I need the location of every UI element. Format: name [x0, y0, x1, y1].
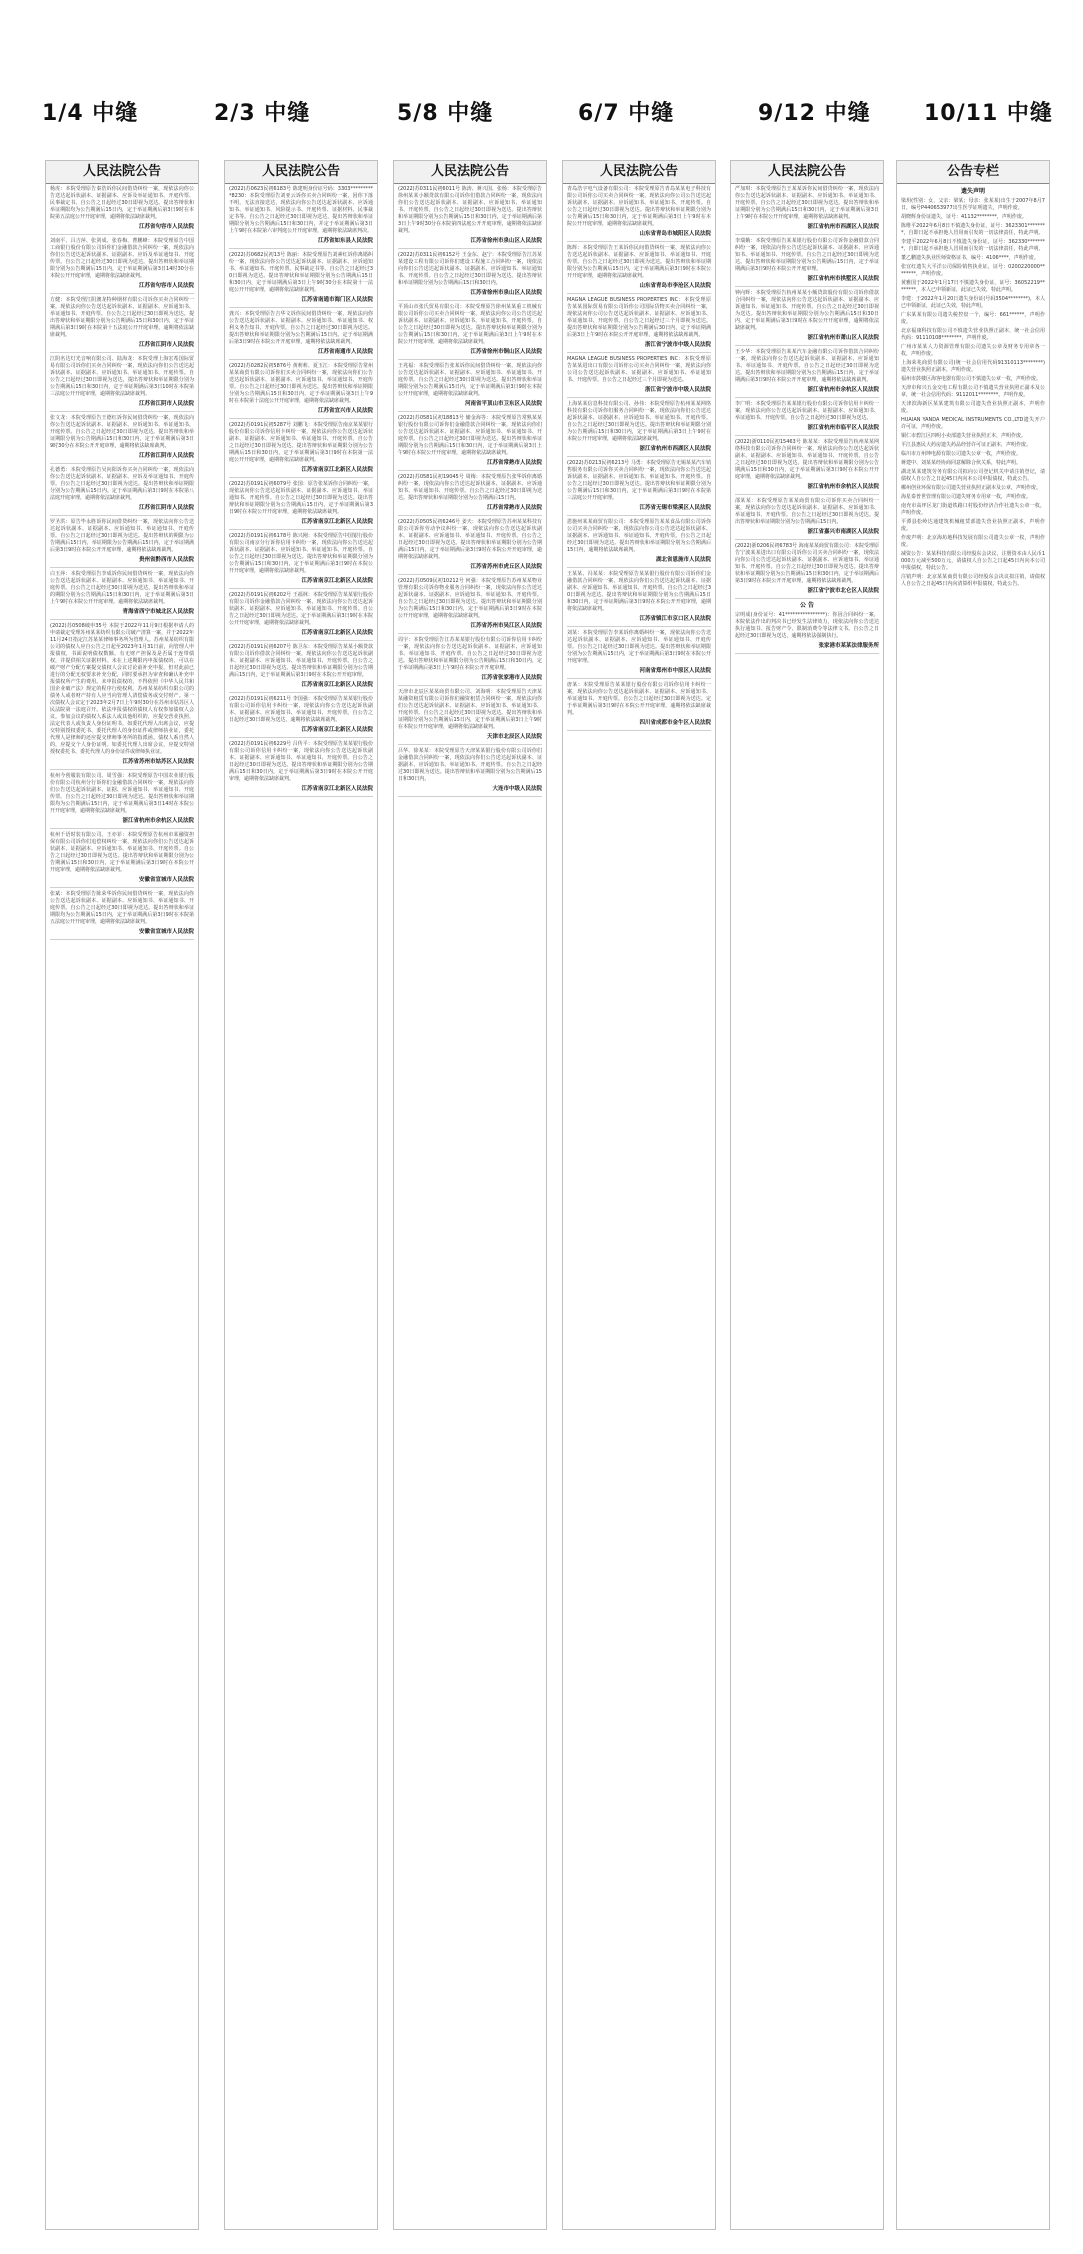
notice-paragraph: 海星泰普世管理有限公司遗失财务专用章一枚，声明作废。: [901, 494, 1032, 500]
column-heading: 人民法院公告: [225, 161, 377, 184]
notice-paragraph: 杨虎：本院受理原告秦浩诉你民间借贷纠纷一案，现依法向你公告送达起诉状副本、证据副本、应诉及举证通知书、开庭传票、民事裁定书。自公告之日起经过30日即视为送达。提出答辩状和举证期限均为公告期满后15日内，定于举证期满后第3日9时在本院第五法庭公开开庭审理，逾期将依法缺席裁判。: [50, 186, 194, 220]
notice-paragraph: 减资公告：某某科技有限公司经股东会决议，注册资本由人民币1000万元减至500万元，请债权人自公告之日起45日内向本公司申报债权，特此公告。: [901, 551, 1045, 571]
court-signature: 安徽省宣城市人民法院: [138, 877, 194, 883]
divider: [229, 796, 373, 797]
notice-paragraph: 天津市北辰区某某商贸有限公司、刘海明：本院受理原告天津某某融资租赁有限公司诉你们融资租赁合同纠纷一案，现依法向你们公告送达起诉状副本、证据副本、应诉通知书、举证通知书、开庭传票。自公告之日起经过30日即视为送达。提出答辩状和举证期限分别为公告期满后15日内，定于举证期满后第3日上午9时在本院公开开庭审理，逾期将依法缺席裁判。: [398, 689, 542, 730]
notice-paragraph: 张斌：本院受理原告陈荣华诉你民间借贷纠纷一案，现依法向你公告送达起诉状副本、证据副本、应诉通知书、举证通知书、开庭传票。自公告之日起经过30日即视为送达。提出答辩状和举证期限均为公告期满后15日内，定于举证期满后第3日9时在本院第五法庭公开开庭审理，逾期将依法缺席裁判。: [50, 891, 194, 925]
divider: [398, 744, 542, 745]
court-signature: 张家港市某某法律服务所: [818, 643, 879, 649]
notice-paragraph: 王某某、冯某某：本院受理原告某某银行股份有限公司诉你们金融借款合同纠纷一案，现依法向你们公告送达起诉状副本、证据副本、应诉通知书、举证通知书、开庭传票。自公告之日起经过30日即视为送达。提出答辩状和举证期限分别为公告期满后15日和30日内，定于举证期满后第3日9时在本院公开开庭审理，逾期将依法缺席裁判。: [567, 571, 711, 612]
court-signature: 浙江省杭州市拱墅区人民法院: [807, 276, 879, 282]
divider: [229, 640, 373, 641]
court-signature: 江苏省江阴市人民法院: [138, 401, 194, 407]
notice-paragraph: 北京福康科技有限公司不慎遗失营业执照正副本，统一社会信用代码：91110108********，声明作废。: [901, 328, 1045, 341]
court-signature: 四川省成都市金牛区人民法院: [639, 720, 711, 726]
court-signature: 江苏省南京江北新区人民法院: [301, 578, 373, 584]
column-label-1-4: 1/4 中缝: [42, 101, 139, 126]
notice-paragraph: 宗明成(身份证号：41****************)：你因合同纠纷一案，本院依法作出的判决书已经发生法律效力，现依法向你公告送达执行通知书、报告财产令、限制消费令等法律文书。自公告之日起经过30日即视为送达，逾期将依法强制执行。: [735, 612, 879, 639]
notice-paragraph: (2022)苏0623民初6183号 陈建明身份证号码：3303**********8230：本院受理原告刘亚云诉你买卖合同纠纷一案，因你下落不明，无法直接送达，现依法向你公告送达起诉状副本、应诉通知书、举证通知书、风险提示书、开庭传票、证据材料、民事裁定书等。自公告之日起经过30日即视为送达，提出答辩状和举证期限分别为公告期满后15日和30日内，并定于举证期满后第3日上午9时在本院第六审判庭公开开庭审理，逾期将依法缺席判决。: [229, 186, 373, 234]
column-label-10-11: 10/11 中缝: [924, 101, 1053, 126]
divider: [50, 411, 194, 412]
divider: [398, 574, 542, 575]
notice-paragraph: 钟向辉：本院受理原告杭州某某小额贷款股份有限公司诉你借款合同纠纷一案，现依法向你公告送达起诉状副本、证据副本、应诉通知书、举证通知书、开庭传票。自公告之日起经过30日即视为送达。提出答辩状和举证期限分别为公告期满后15日和30日内，定于举证期满后第3日9时在本院公开开庭审理，逾期将依法缺席裁判。: [735, 290, 879, 331]
divider: [567, 352, 711, 353]
notice-paragraph: 杭州今创服装有限公司、周雪强：本院受理原告中国农业银行股份有限公司杭州分行诉你们金融借款合同纠纷一案，现依法向你们公告送达起诉状副本、证据、应诉通知书、举证通知书、开庭传票。自公告之日起经过30日即视为送达。提出答辩状和举证期限均为公告期满后15日内，定于举证期满后第3日14时在本院公开开庭审理，逾期将依法缺席裁判。: [50, 773, 194, 814]
notice-paragraph: 唐某：本院受理原告某某银行股份有限公司诉你信用卡纠纷一案，现依法向你公告送达起诉状副本、证据副本、应诉通知书、举证通知书、开庭传票。自公告之日起经过30日即视为送达。定于举证期满后第3日9时在本院公开开庭审理，逾期将依法缺席裁判。: [567, 682, 711, 716]
notice-paragraph: 上海荣兆商贸有限公司(统一社会信用代码91310113********)遗失营业执照正副本，声明作废。: [901, 360, 1045, 373]
court-signature: 河南省平顶山市卫东区人民法院: [464, 401, 542, 407]
notice-paragraph: (2022)苏0581民初18813号 储金海等：本院受理原告常熟某某银行股份有限公司诉你们金融借款合同纠纷一案，现依法向你们公告送达起诉状副本、证据副本、应诉通知书、举证通知书、开庭传票。自公告之日起经过30日即视为送达。提出答辩状和举证期限分别为公告期满后15日和30日内，定于举证期满后第3日上午9时在本院公开开庭审理，逾期将依法缺席裁判。: [398, 415, 542, 456]
court-signature: 江苏省江阴市人民法院: [138, 342, 194, 348]
divider: [50, 769, 194, 770]
court-signature: 江苏省江阴市人民法院: [138, 505, 194, 511]
notice-paragraph: (2022)苏0682民初13号 陈丽：本院受理原告刘素红诉你离婚纠纷一案，现依法向你公告送达起诉状副本、证据副本、应诉通知书、举证通知书、开庭传票、民事裁定书等。自公告之日起经过30日即视为送达。提出答辩状和举证期限分别为公告期满后15日和30日内，定于举证期满后第3日上午9时30分在本院第十一法庭公开开庭审理，逾期将依法缺席裁判。: [229, 252, 373, 293]
divider: [398, 248, 542, 249]
notice-paragraph: MAGNA LEAGUE BUSINESS PROPERTIES INC：本院受理原告某某进出口有限公司诉你公司买卖合同纠纷一案，现依法向你公司公告送达起诉状副本、证据副本、应诉通知书、举证通知书、开庭传票。自公告之日起经过三个月即视为送达。: [567, 356, 711, 383]
court-signature: 江苏省南京江北新区人民法院: [301, 630, 373, 636]
notice-paragraph: 胡晓辉身份证遗失，证号：41132********，声明作废。: [901, 214, 1027, 220]
notice-column: [45, 160, 199, 2230]
notice-paragraph: 蒋建中、刘某某经协商同意解除合伙关系，特此声明。: [901, 460, 1022, 466]
column-body: [394, 184, 546, 802]
court-signature: 江苏省句容市人民法院: [138, 283, 194, 289]
notice-paragraph: (2022)苏0282民初5876号 黄莉莉、夏玉江：本院受理原告常州某某商贸有限公司诉你们买卖合同纠纷一案，现依法向你们公告送达起诉状副本、证据副本、应诉通知书、举证通知书、开庭传票。自公告之日起经过30日即视为送达。提出答辩状和举证期限分别为公告期满后15日和30日内，定于举证期满后第3日上午9时在本院第十法庭公开开庭审理，逾期将依法缺席裁判。: [229, 363, 373, 404]
divider: [229, 248, 373, 249]
notice-paragraph: (2022)苏0191民初6229号 吕传平：本院受理原告某某银行股份有限公司诉你信用卡纠纷一案，现依法向你公告送达起诉状副本、证据副本、应诉通知书、举证通知书、开庭传票。自公告之日起经过30日即视为送达。提出答辩状和举证期限分别为公告期满后15日和30日内，定于举证期满后第3日9时在本院公开开庭审理，逾期将依法缺席裁判。: [229, 741, 373, 782]
divider: [50, 352, 194, 353]
divider: [229, 418, 373, 419]
column-label-5-8: 5/8 中缝: [397, 101, 494, 126]
column-heading: 人民法院公告: [731, 161, 883, 184]
notice-paragraph: 周宇：本院受理原告江苏某某银行股份有限公司诉你信用卡纠纷一案，现依法向你公告送达起诉状副本、证据副本、应诉通知书、举证通知书、开庭传票。自公告之日起经过30日即视为送达。提出答辩状和举证期限分别为公告期满后15日和30日内，定于举证期满后第3日上午9时在本院公开开庭审理。: [398, 637, 542, 671]
divider: [398, 796, 542, 797]
notice-paragraph: 临川市万州坤电源有限公司遗失公章一枚，声明作废。: [901, 451, 1022, 457]
notice-paragraph: 广州市某某人力资源管理有限公司遗失公章及财务专用章各一枚，声明作废。: [901, 344, 1045, 357]
notice-column: [730, 160, 884, 2230]
divider: [735, 234, 879, 235]
notice-paragraph: 上海某某信息科技有限公司、孙伟：本院受理原告杭州某某网络科技有限公司诉你们服务合同纠纷一案，现依法向你们公告送达起诉状副本、证据副本、应诉通知书、举证通知书、开庭传票。自公告之日起经过30日即视为送达。提出答辩状和举证期限分别为公告期满后15日和30日内，定于举证期满后第3日上午9时在本院公开开庭审理，逾期将依法缺席裁判。: [567, 401, 711, 442]
notice-paragraph: 龚兴：本院受理原告吉华文诉你民间借贷纠纷一案，现依法向你公告送达起诉状副本、证据副本、应诉通知书、举证通知书、权利义务告知书、开庭传票。自公告之日起经过30日即视为送达。提出答辩状和举证期限分别为公告期满后15日内。定于举证期满后第3日9时在本院公开开庭审理，逾期将依法缺席裁判。: [229, 311, 373, 345]
divider: [50, 463, 194, 464]
notice-paragraph: 严加琪：本院受理原告王某某诉你民间借贷纠纷一案，现依法向你公告送达起诉状副本、证据副本、应诉通知书、举证通知书、开庭传票。自公告之日起经过30日即视为送达。提出答辩状和举证期限分别为公告期满后15日和30日内，定于举证期满后第3日上午9时在本院公开开庭审理，逾期将依法缺席裁判。: [735, 186, 879, 220]
notice-paragraph: 福州市鼓楼区海客电器有限公司不慎遗失公章一枚，声明作废。: [901, 376, 1042, 382]
court-signature: 山东省青岛市李沧区人民法院: [639, 283, 711, 289]
notice-paragraph: 刘南平、吕吉萍、张剑成、张春梅、曹鹏峰：本院受理原告中国工商银行股份有限公司诉你们金融借款合同纠纷一案，现依法向你们公告送达起诉状副本、证据副本、应诉及举证通知书、开庭传票。自公告之日起经过30日即视为送达。提出答辩状和举证期限分别为公告期满后15日内，定于举证期满后第3日14时30分在本院公开开庭审理，逾期将依法缺席裁判。: [50, 238, 194, 279]
court-signature: 江苏省南通市海门区人民法院: [301, 297, 373, 303]
court-signature: 大连市中级人民法院: [492, 786, 542, 792]
notice-paragraph: 天津滨海新区某某建筑有限公司遗失营业执照正副本，声明作废。: [901, 401, 1045, 414]
divider: [567, 567, 711, 568]
court-signature: 江苏省张家港市人民法院: [481, 675, 542, 681]
court-signature: 湖北省恩施市人民法院: [655, 557, 711, 563]
divider: [398, 685, 542, 686]
notice-paragraph: 李建：于2022年1月20日遗失身份证(号码3504********)，本人已申领新证，此证已失效，特此声明。: [901, 296, 1045, 309]
notice-paragraph: 吕华、徐某某：本院受理原告天津某某银行股份有限公司诉你们金融借款合同纠纷一案，现依法向你们公告送达起诉状副本、证据副本、应诉通知书、举证通知书、开庭传票。自公告之日起经过30日即视为送达。提出答辩状和举证期限分别为公告期满后15日和30日内。: [398, 748, 542, 782]
court-signature: 江苏省南京江北新区人民法院: [301, 786, 373, 792]
notice-paragraph: 李广明：本院受理原告某某银行股份有限公司诉你信用卡纠纷一案，现依法向你公告送达起诉状副本、证据副本、应诉通知书、举证通知书、开庭传票。自公告之日起经过30日即视为送达。: [735, 401, 879, 421]
divider: [567, 456, 711, 457]
court-signature: 江苏省南京江北新区人民法院: [301, 519, 373, 525]
divider: [567, 397, 711, 398]
court-signature: 浙江省宁波市中级人民法院: [644, 342, 711, 348]
court-signature: 江苏省江阴市人民法院: [138, 453, 194, 459]
column-body: [225, 184, 377, 802]
divider: [735, 539, 879, 540]
notice-paragraph: (2022)苏0581民初19045号 周梅：本院受理原告张华诉你离婚纠纷一案，现依法向你公告送达起诉状副本、证据副本、应诉通知书、举证通知书、开庭传票。自公告之日起经过30日即视为送达。提出答辩状和举证期限分别为公告期满后15日内。: [398, 474, 542, 501]
notice-paragraph: 梁玥(性别：女，父亲：梁某；母亲：张某某)出生于2007年8月7日，编号P440653977出生医学证明遗失，声明作废。: [901, 198, 1045, 211]
divider: [229, 737, 373, 738]
section-title: 遗失声明: [960, 188, 985, 195]
divider: [567, 730, 711, 731]
notice-paragraph: 白玉萍：本院受理原告李成诉你民间借贷纠纷一案，现依法向你公告送达起诉状副本、证据副本、应诉通知书、举证通知书、开庭传票。自公告之日起经过30日即视为送达，提出答辩状和举证的期限分别为公告期满后15日和30日内，定于举证期满后第3日上午9时在本院公开开庭审理，逾期将依法缺席裁判。: [50, 571, 194, 605]
court-signature: 江苏省徐州市泉山区人民法院: [470, 290, 542, 296]
court-signature: 江苏省南通市人民法院: [317, 349, 373, 355]
divider: [735, 494, 879, 495]
divider: [50, 619, 194, 620]
court-signature: 浙江省杭州市西湖区人民法院: [639, 446, 711, 452]
notice-paragraph: 注销声明：北京某某商贸有限公司经股东会决议拟注销，请债权人自公告之日起45日内向清算组申报债权，特此公告。: [901, 574, 1045, 587]
court-signature: 浙江省杭州市西湖区人民法院: [807, 224, 879, 230]
column-label-9-12: 9/12 中缝: [758, 101, 871, 126]
column-label-row: [0, 96, 1083, 136]
notice-column: [393, 160, 547, 2230]
divider: [567, 678, 711, 679]
divider: [735, 397, 879, 398]
court-signature: 山东省青岛市城阳区人民法院: [639, 231, 711, 237]
notice-column: [562, 160, 716, 2230]
notice-paragraph: (2022)苏0311民初6152号 王金东、赵宁：本院受理原告江苏某某建设工程有限公司诉你们建设工程施工合同纠纷一案，现依法向你们公告送达起诉状副本、证据副本、应诉通知书、举证通知书、开庭传票。自公告之日起经过30日即视为送达。提出答辩状和举证期限分别为公告期满后15日和30日内。: [398, 252, 542, 286]
notice-paragraph: (2022)苏0191民初6202号 王福林：本院受理原告某某银行股份有限公司诉你金融借款合同纠纷一案，现依法向你公告送达起诉状副本、证据副本、应诉通知书、举证通知书、开庭传票。自公告之日起经过30日即视为送达。定于举证期满后第3日9时在本院公开开庭审理，逾期将依法缺席裁判。: [229, 592, 373, 626]
divider: [735, 598, 879, 599]
notice-paragraph: 张文龙：本院受理原告王德红诉你民间借贷纠纷一案，现依法向你公告送达起诉状副本、证据副本、应诉通知书、举证通知书、开庭传票。自公告之日起经过30日即视为送达。提出答辩状和举证期限分别为公告期满后15日和30日内，定于举证期满后第3日9时30分在本院公开开庭审理，逾期将依法缺席裁判。: [50, 415, 194, 449]
court-signature: 江苏省徐州市泉山区人民法院: [470, 238, 542, 244]
divider: [50, 567, 194, 568]
notice-paragraph: 郴州创业环保有限公司遗失营业执照正副本及公章，声明作废。: [901, 485, 1042, 491]
court-signature: 江苏省苏州市虎丘区人民法院: [470, 564, 542, 570]
divider: [50, 887, 194, 888]
column-body: [731, 184, 883, 659]
court-signature: 江苏省句容市人民法院: [138, 224, 194, 230]
court-signature: 浙江省杭州市余杭区人民法院: [807, 484, 879, 490]
column-label-6-7: 6/7 中缝: [578, 101, 675, 126]
divider: [50, 234, 194, 235]
notice-paragraph: (2022)苏0505民初6246号 姜天：本院受理原告苏州某某科技有限公司诉你劳动争议纠纷一案，现依法向你公告送达起诉状副本、证据副本、应诉通知书、举证通知书、开庭传票。自公告之日起经过30日即视为送达。提出答辩状和举证期限分别为公告期满后15日内，定于举证期满后第3日9时在本院公开开庭审理，逾期将依法缺席裁判。: [398, 519, 542, 560]
notice-column: [224, 160, 378, 2230]
column-label-2-3: 2/3 中缝: [214, 101, 311, 126]
divider: [229, 588, 373, 589]
court-signature: 江苏省常熟市人民法院: [486, 505, 542, 511]
notice-paragraph: 恩施州某某商贸有限公司：本院受理原告某某食品有限公司诉你公司买卖合同纠纷一案，现依法向你公司公告送达起诉状副本、证据副本、应诉通知书、举证通知书、开庭传票。自公告之日起经过30日即视为送达。提出答辩状和举证期限分别为公告期满后15日内，逾期将依法缺席裁判。: [567, 519, 711, 553]
divider: [50, 828, 194, 829]
notice-paragraph: 董乙鹏遗失执业医师资格证书，编号：4106****，声明作废。: [901, 255, 1039, 261]
notice-paragraph: 铜仁市碧江区四明小卖部遗失营业执照正本，声明作废。: [901, 433, 1027, 439]
divider: [398, 359, 542, 360]
notice-paragraph: 张宜红遗失大平洋公司保险销售执业证，证号：0200220000********，声明作废。: [901, 264, 1045, 277]
notice-paragraph: 陈辉：本院受理原告王某诉你民间借贷纠纷一案，现依法向你公告送达起诉状副本、证据副本、应诉通知书、举证通知书、开庭传票。自公告之日起经过30日即视为送达。提出答辩状和举证期限分别为公告期满后15日内，定于举证期满后第3日9时在本院公开开庭审理，逾期将依法缺席裁判。: [567, 245, 711, 279]
notice-paragraph: 南充市高坪区龙门街道铁路口村股份经济合作社遗失公章一枚，声明作废。: [901, 503, 1045, 516]
column-body: [563, 184, 715, 736]
court-signature: 江苏省徐州市铜山区人民法院: [470, 349, 542, 355]
divider: [735, 653, 879, 654]
column-body: [897, 184, 1049, 592]
divider: [398, 633, 542, 634]
divider: [398, 411, 542, 412]
divider: [398, 300, 542, 301]
court-signature: 河南省郑州市中原区人民法院: [639, 668, 711, 674]
notice-paragraph: 黄雅国于2022年1月17日不慎遗失身份证，证号：36052219********，本人已申领新证，此证已失效，特此声明。: [901, 280, 1045, 293]
notice-paragraph: (2022)苏0311民初6011号 陈涛、蒋兴国、张杨：本院受理原告徐州某某小额贷款有限公司诉你们借款合同纠纷一案，现依法向你们公告送达起诉状副本、证据副本、应诉通知书、举证通知书、开庭传票。自公告之日起经过30日即视为送达。提出答辩状和举证期限分别为公告期满后15日和30日内，定于举证期满后第3日上午9时30分在本院第四法庭公开开庭审理，逾期将依法缺席裁判。: [398, 186, 542, 234]
divider: [735, 435, 879, 436]
court-signature: 浙江省宁波市北仑区人民法院: [807, 588, 879, 594]
notice-paragraph: (2022)苏0191民初6178号 陈兴刚：本院受理原告中国银行股份有限公司南京分行诉你信用卡纠纷一案，现依法向你公告送达起诉状副本、证据副本、应诉通知书、举证通知书、开庭传票。自公告之日起经过30日即视为送达。提出答辩状和举证期限分别为公告期满后15日和30日内，定于举证期满后第3日9时在本院公开开庭审理，逾期将依法缺席裁判。: [229, 533, 373, 574]
notice-paragraph: 湖北某某建筑劳务有限公司拟向公司登记机关申请注销登记，请债权人自公告之日起45日内向本公司申报债权，特此公告。: [901, 469, 1045, 482]
court-signature: 江苏省无锡市梁溪区人民法院: [639, 505, 711, 511]
notice-paragraph: 江阴名达灯光音响有限公司、陆海龙：本院受理上海宏希国际贸易有限公司诉你们买卖合同纠纷一案，现依法向你们公告送达起诉状副本、证据副本、应诉通知书、举证通知书、开庭传票。自公告之日起经过30日即视为送达，提出答辩状和举证期限分别为公告期满后15日和30日内，定于举证期满后第3日10时在本院第三法庭公开开庭审理，逾期将依法缺席裁判。: [50, 356, 194, 397]
notice-paragraph: 平顶山市张氏贸易有限公司：本院受理原告徐州某某重工机械有限公司诉你公司买卖合同纠纷一案，现依法向你公司公告送达起诉状副本、证据副本、应诉通知书、举证通知书、开庭传票。自公告之日起经过30日即视为送达。提出答辩状和举证期限分别为公告期满后15日和30日内，定于举证期满后第3日上午9时在本院公开开庭审理，逾期将依法缺席裁判。: [398, 304, 542, 345]
divider: [567, 293, 711, 294]
divider: [567, 515, 711, 516]
court-signature: 浙江省杭州市余杭区人民法院: [807, 387, 879, 393]
divider: [229, 529, 373, 530]
divider: [735, 345, 879, 346]
court-signature: 江苏省苏州市姑苏区人民法院: [122, 759, 194, 765]
court-signature: 浙江省杭州市余杭区人民法院: [122, 818, 194, 824]
divider: [229, 692, 373, 693]
notice-paragraph: 王少华：本院受理原告某某汽车金融有限公司诉你借款合同纠纷一案，现依法向你公告送达起诉状副本、证据副本、应诉通知书、举证通知书、开庭传票。自公告之日起经过30日即视为送达。提出答辩状和举证期限分别为公告期满后15日内，定于举证期满后第3日9时在本院公开开庭审理，逾期将依法缺席裁判。: [735, 349, 879, 383]
divider: [398, 515, 542, 516]
divider: [50, 939, 194, 940]
notice-paragraph: (2022)苏0213民初6213号 马勇：本院受理原告无锡某某汽车销售服务有限公司诉你买卖合同纠纷一案，现依法向你公告送达起诉状副本、证据副本、应诉通知书、举证通知书、开庭传票。自公告之日起经过30日即视为送达。提出答辩状和举证期限分别为公告期满后15日和30日内，定于举证期满后第3日9时在本院第三法庭公开开庭审理。: [567, 460, 711, 501]
divider: [50, 515, 194, 516]
notice-paragraph: 陈维平2022年6月8日不慎遗失身份证，证号：3623301********，自即日起不承担他人冒用而引发的一切法律责任，特此声明。: [901, 223, 1045, 236]
court-signature: 江苏省镇江市京口区人民法院: [639, 616, 711, 622]
court-signature: 天津市北辰区人民法院: [486, 734, 542, 740]
notice-paragraph: (2022)苏0191民初6211号 李国强：本院受理原告某某银行股份有限公司诉你信用卡纠纷一案，现依法向你公告送达起诉状副本、证据副本、应诉通知书、举证通知书、开庭传票。自公告之日起经过30日即视为送达，逾期将依法缺席裁判。: [229, 696, 373, 723]
court-signature: 浙江省杭州市临平区人民法院: [807, 425, 879, 431]
divider: [229, 307, 373, 308]
notice-column: [896, 160, 1050, 2230]
court-signature: 江苏省南京江北新区人民法院: [301, 682, 373, 688]
notice-paragraph: (2022)苏0191民初5287号 刘鹏飞：本院受理原告南京某某银行股份有限公司诉你信用卡纠纷一案，现依法向你公告送达起诉状副本、证据副本、应诉通知书、举证通知书、开庭传票。自公告之日起经过30日即视为送达。提出答辩状和举证期限分别为公告期满后15日和30日内，定于举证期满后第3日9时在本院第一法庭公开开庭审理，逾期将依法缺席裁判。: [229, 422, 373, 463]
divider: [567, 241, 711, 242]
notice-paragraph: MAGNA LEAGUE BUSINESS PROPERTIES INC：本院受理原告某某国际贸易有限公司诉你公司国际货物买卖合同纠纷一案，现依法向你公司公告送达起诉状副本、证据副本、应诉通知书、举证通知书、开庭传票。自公告之日起经过三个月即视为送达。提出答辩状和举证期限分别为公告期满后30日内，定于举证期满后第3日上午9时在本院公开开庭审理，逾期将依法缺席裁判。: [567, 297, 711, 338]
notice-paragraph: 王兆福：本院受理原告张某诉你民间借贷纠纷一案，现依法向你公告送达起诉状副本、证据副本、应诉通知书、举证通知书、开庭传票。自公告之日起经过30日即视为送达。提出答辩状和举证期限分别为公告期满后15日内，定于举证期满后第3日9时在本院公开开庭审理，逾期将依法缺席裁判。: [398, 363, 542, 397]
notice-paragraph: 李瑞娥：本院受理原告某某银行股份有限公司诉你金融借款合同纠纷一案，现依法向你公告送达起诉状副本、证据副本、应诉通知书、举证通知书、开庭传票。自公告之日起经过30日即视为送达。提出答辩状和举证期限分别为公告期满后15日内，定于举证期满后第3日9时在本院公开开庭审理。: [735, 238, 879, 272]
court-signature: 江苏省如东县人民法院: [317, 238, 373, 244]
section-title: 公 告: [799, 602, 815, 609]
divider: [50, 293, 194, 294]
court-signature: 江苏省苏州市吴江区人民法院: [470, 623, 542, 629]
divider: [229, 359, 373, 360]
notice-paragraph: 邵某某：本院受理原告某某商贸有限公司诉你买卖合同纠纷一案，现依法向你公告送达起诉状副本、证据副本、应诉通知书、举证通知书、开庭传票。自公告之日起经过30日即视为送达。提出答辩状和举证期限分别为公告期满后15日内。: [735, 498, 879, 525]
notice-paragraph: (2022)浙0206民初6783号 海南某某商贸有限公司：本院受理原告宁波某某进出口有限公司诉你公司买卖合同纠纷一案，现依法向你公司公告送达起诉状副本、证据副本、应诉通知书、举证通知书、开庭传票。自公告之日起经过30日即视为送达。提出答辩状和举证期限分别为公告期满后15日和30日内，定于举证期满后第3日9时在本院公开开庭审理，逾期将依法缺席裁判。: [735, 543, 879, 584]
court-signature: 浙江省宁波市中级人民法院: [644, 387, 711, 393]
notice-paragraph: 平江县惠民大药房遗失药品经营许可证正副本，声明作废。: [901, 442, 1032, 448]
court-signature: 浙江省杭州市萧山区人民法院: [807, 335, 879, 341]
court-signature: 江苏省宜兴市人民法院: [317, 408, 373, 414]
column-heading: 公告专栏: [897, 161, 1049, 184]
court-signature: 青海省西宁市城北区人民法院: [122, 609, 194, 615]
notice-paragraph: 平潭县松岭达通建筑机械租赁部遗失营业执照正副本，声明作废。: [901, 519, 1045, 532]
notice-paragraph: 刘某：本院受理原告李某诉你离婚纠纷一案，现依法向你公告送达起诉状副本、证据副本、应诉通知书、举证通知书、开庭传票。自公告之日起经过30日即视为送达。提出答辩状和举证期限分别为公告期满后15日内，定于举证期满后第3日9时在本院公开开庭审理。: [567, 630, 711, 664]
notice-paragraph: (2022)苏0509民初10212号 何强：本院受理原告苏州某某物业管理有限公司诉你物业服务合同纠纷一案，现依法向你公告送达起诉状副本、证据副本、应诉通知书、举证通知书、开庭传票。自公告之日起经过30日即视为送达。提出答辩状和举证期限分别为公告期满后15日和30日内，定于举证期满后第3日9时在本院公开开庭审理，逾期将依法缺席裁判。: [398, 578, 542, 619]
notice-paragraph: 青岛浩宇电气设备有限公司：本院受理原告青岛某某电子科技有限公司诉你公司买卖合同纠纷一案，现依法向你公司公告送达起诉状副本、证据副本、应诉通知书、举证通知书、开庭传票。自公告之日起经过30日即视为送达。提出答辩状和举证期限分别为公告期满后15日和30日内，定于举证期满后第3日上午9时在本院公开开庭审理，逾期将依法缺席裁判。: [567, 186, 711, 227]
court-signature: 江苏省南京江北新区人民法院: [301, 727, 373, 733]
divider: [567, 626, 711, 627]
notice-paragraph: 天津市和兴五金交电工程有限公司不慎遗失营业执照正副本及公章，统一社会信用代码：9112011********，声明作废。: [901, 385, 1045, 398]
notice-paragraph: 作废声明：北京海坊地科技发展有限公司遗失公章一枚，声明作废。: [901, 535, 1045, 548]
column-heading: 人民法院公告: [46, 161, 198, 184]
court-signature: 安徽省宣城市人民法院: [138, 929, 194, 935]
notice-paragraph: 罗圣洪：原告毕永胜诉你民间借贷纠纷一案，现依法向你公告送达起诉状副本、证据副本、应诉通知书、举证通知书、开庭传票。自公告之日起经过30日即视为送达。提出答辩状的期限为公告期满后15日内，举证期限为公告期满后15日内，定于举证期满后第3日9时在本院公开开庭审理，逾期将依法缺席裁判。: [50, 519, 194, 553]
column-body: [46, 184, 198, 945]
column-heading: 人民法院公告: [394, 161, 546, 184]
notice-paragraph: 广东某某有限公司遗失税控盘一个，编号：661******，声明作废。: [901, 312, 1045, 325]
divider: [229, 477, 373, 478]
notice-paragraph: HUAIAN YANDA MEDICAL INSTRUMENTS CO.,LTD遗失开户许可证，声明作废。: [901, 417, 1045, 430]
court-signature: 贵州省黔西市人民法院: [138, 557, 194, 563]
court-signature: 浙江省嘉兴市南湖区人民法院: [807, 529, 879, 535]
column-heading: 人民法院公告: [563, 161, 715, 184]
divider: [735, 286, 879, 287]
notice-paragraph: (2022)苏0191民初6079号 张国：原告张某诉你合同纠纷一案，现依法向你公告送达起诉状副本、证据副本、应诉通知书、举证通知书、开庭传票。自公告之日起经过30日即视为送达。提出答辩状和举证期限分别为公告期满后15日内，定于举证期满后第3日9时在本院公开开庭审理，逾期将依法缺席裁判。: [229, 481, 373, 515]
notice-paragraph: 杭州千语时装有限公司、王亦菲：本院受理原告杭州市某融资担保有限公司诉你们追偿权纠纷一案，现依法向你们公告送达起诉状副本、证据副本、应诉通知书、举证通知书、开庭传票。自公告之日起经过30日即视为送达。提出答辩状和举证期限分别为公告期满后15日和30日内，定于举证期满后第3日9时在本院公开开庭审理，逾期将依法缺席裁判。: [50, 832, 194, 873]
notice-paragraph: (2022)苏0508破申35号 本院于2022年11月9日根据申请人的申请裁定受理苏州某某纺织有限公司破产清算一案，并于2022年11月24日指定江苏某某律师事务所为管理人。苏州某某纺织有限公司的债权人应自公告之日起至2023年1月31日前，向管理人申报债权，书面说明债权数额、有无财产担保及是否属于连带债权，并提供相关证据材料。未在上述期限内申报债权的，可以在破产财产分配方案提交债权人会议讨论前补充申报，但对此前已进行的分配无权要求补充分配，同时要承担为审查和确认补充申报债权所产生的费用。未申报债权的，不得依照《中华人民共和国企业破产法》规定的程序行使权利。苏州某某纺织有限公司的债务人或者财产持有人应当向管理人清偿债务或交付财产。第一次债权人会议定于2023年2月7日上午9时30分在苏州市姑苏区人民法院第一法庭召开。依法申报债权的债权人有权参加债权人会议。参加会议的债权人系法人或其他组织的，应提交营业执照、法定代表人或负责人身份证明书，如委托代理人出席会议，应提交特别授权委托书、委托代理人的身份证件或律师执业证，委托代理人是律师的还应提交律师事务所的指派函。债权人系自然人的，应提交个人身份证明。如委托代理人出席会议，应提交特别授权委托书、委托代理人的身份证件或律师执业证。: [50, 623, 194, 755]
notice-paragraph: 方健：本院受理江阴澳龙特种钢材有限公司诉你买卖合同纠纷一案，现依法向你公告送达起诉状副本、证据副本、应诉通知书、举证通知书、开庭传票。自公告之日起经过30日即视为送达。提出答辩状和举证期限分别为公告期满后15日和30日内，定于举证期满后第3日9时在本院第十五法庭公开开庭审理，逾期将依法缺席裁判。: [50, 297, 194, 338]
divider: [398, 470, 542, 471]
notice-paragraph: (2022)苏0191民初6207号 陈卫东：本院受理原告某某小额贷款有限公司诉你借款合同纠纷一案，现依法向你公告送达起诉状副本、证据副本、应诉通知书、举证通知书、开庭传票。自公告之日起经过30日即视为送达。提出答辩状和举证期限分别为公告期满后15日内，定于举证期满后第3日9时在本院公开开庭审理。: [229, 644, 373, 678]
court-signature: 江苏省常熟市人民法院: [486, 460, 542, 466]
notice-paragraph: (2022)浙0110民初15463号 陈某某：本院受理原告杭州某某网络科技有限公司诉你合同纠纷一案，现依法向你公告送达起诉状副本、证据副本、应诉通知书、举证通知书、开庭传票。自公告之日起经过30日即视为送达。提出答辩状和举证期限分别为公告期满后15日和30日内，定于举证期满后第3日9时在本院公开开庭审理，逾期将依法缺席裁判。: [735, 439, 879, 480]
notice-paragraph: 孔德勇：本院受理原告吴向阳诉你买卖合同纠纷一案，现依法向你公告送达起诉状副本、证据副本、应诉及举证通知书、开庭传票。自公告之日起经过30日即视为送达。提出答辩状和举证期限分别为公告期满后15日内。定于举证期满后第3日9时在本院第八法庭开庭审理，逾期将依法缺席裁判。: [50, 467, 194, 501]
court-signature: 江苏省南京江北新区人民法院: [301, 467, 373, 473]
notice-paragraph: 李建平2022年6月8日不慎遗失身份证，证号：362330********，自即日起不承担他人冒用而引发的一切法律责任，特此声明。: [901, 239, 1045, 252]
